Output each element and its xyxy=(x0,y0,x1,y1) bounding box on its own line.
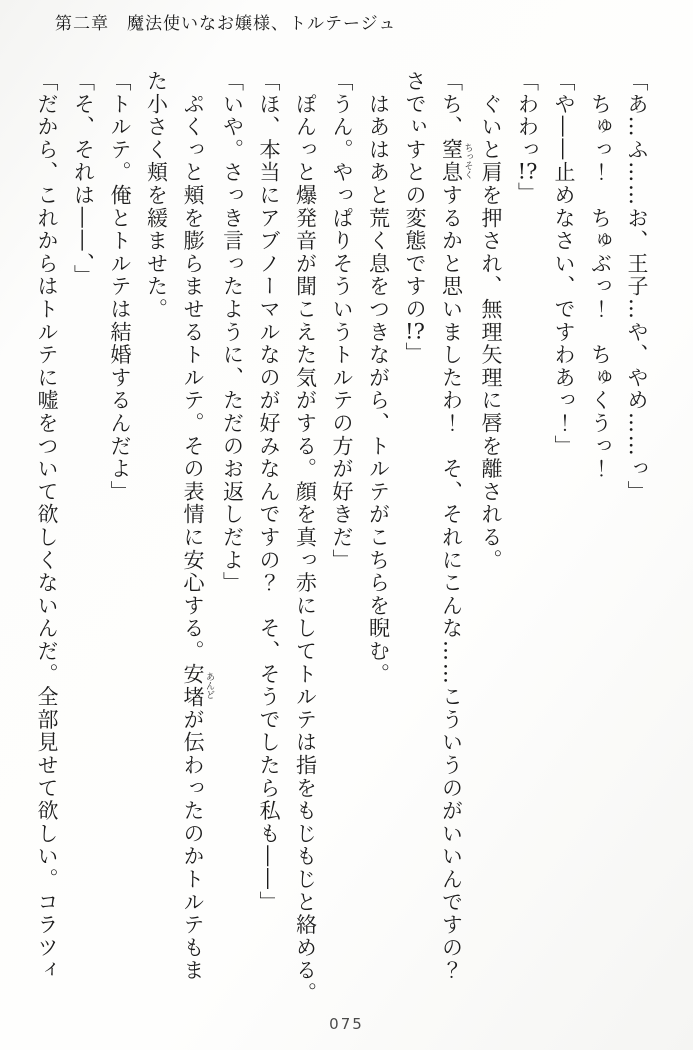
chapter-title: 魔法使いなお嬢様、トルテージュ xyxy=(127,14,397,34)
ruby-annotated-word: 窒息 ちっそく xyxy=(439,138,473,185)
chapter-header xyxy=(55,9,396,34)
tatechuyoko-glyph: !? xyxy=(517,161,538,183)
text-column: さでぃすとの変態ですの!?」 xyxy=(403,70,427,365)
text-column: 「ほ、本当にアブノーマルなのが好みなんですの？ そ、そうでしたら私も――」 xyxy=(257,70,281,914)
chapter-number: 第二章 xyxy=(55,14,109,34)
text-column: た小さく頬を緩ませた。 xyxy=(144,70,169,321)
text-column: ちゅっ！ ちゅぶっ！ ちゅくうっ！ xyxy=(588,70,613,481)
text-column: ぷくっと頬を膨らませるトルテ。その表情に安心する。安堵 あんどが伝わったのかトルテもま xyxy=(181,70,214,983)
text-column: はあはあと荒く息をつきながら、トルテがこちらを睨む。 xyxy=(366,70,391,686)
text-column: 「そ、それは――、」 xyxy=(71,70,96,288)
ruby-annotated-word: 安堵 あんど xyxy=(181,662,214,709)
text-column: 「トルテ。俺とトルテは結婚するんだよ」 xyxy=(108,70,132,504)
text-column: 「あ…ふ……お、王子…や、やめ……っ」 xyxy=(625,70,649,504)
page-number: 075 xyxy=(329,1015,364,1033)
text-column: 「わわっ!?」 xyxy=(515,70,540,206)
text-body xyxy=(29,70,656,1020)
text-column: ぐいと肩を押され、無理矢理に唇を離される。 xyxy=(479,70,503,572)
text-column: 「や――止めなさい、ですわあっ！」 xyxy=(552,70,576,458)
text-column: 「いや。さっき言ったように、ただのお返しだよ」 xyxy=(220,70,245,595)
text-column: 「うん。やっぱりそういうトルテの方が好きだ」 xyxy=(330,70,354,572)
text-column: 「ち、窒息 ちっそくするかと思いましたわ！ そ、それにこんな……こういうのがいいんですの？ xyxy=(439,70,473,983)
tatechuyoko-glyph: !? xyxy=(405,320,425,342)
text-column: ぽんっと爆発音が聞こえた気がする。顔を真っ赤にしてトルテは指をもじもじと絡める。 xyxy=(293,70,318,1005)
text-column: 「だから、これからはトルテに嘘をついて欲しくないんだ。全部見せて欲しい。コラツィ xyxy=(35,70,59,982)
